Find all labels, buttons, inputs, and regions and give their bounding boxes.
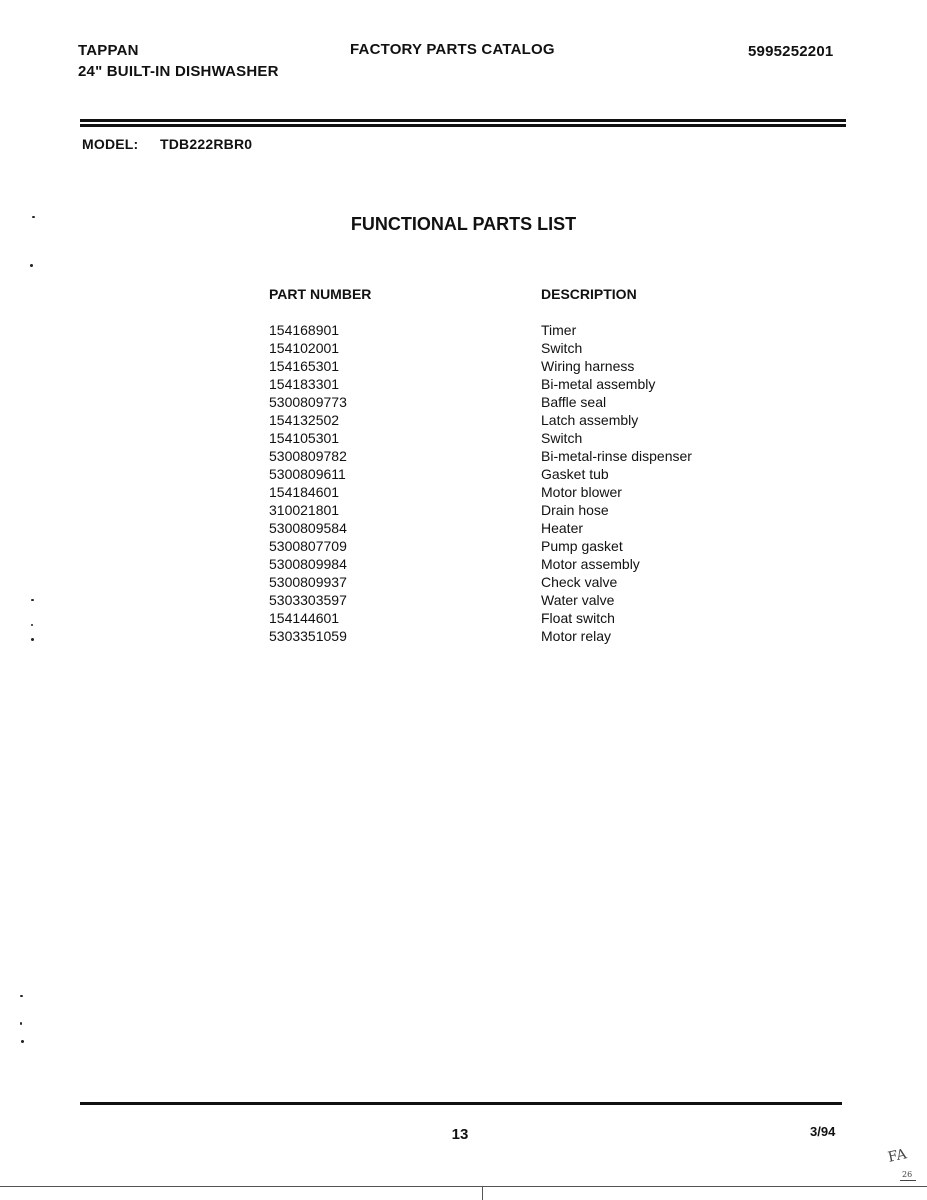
parts-row [269, 627, 749, 645]
part-description: Switch [541, 340, 583, 356]
catalog-number: 5995252201 [748, 43, 834, 60]
parts-row [269, 375, 749, 393]
part-description: Wiring harness [541, 358, 635, 374]
scan-speck [30, 264, 33, 267]
handwritten-initials: FA [886, 1146, 909, 1166]
part-description: Pump gasket [541, 538, 623, 554]
header-rule-top [80, 119, 846, 122]
part-description: Water valve [541, 592, 615, 608]
part-number: 5300809782 [269, 448, 347, 464]
part-number: 154165301 [269, 358, 340, 374]
scan-edge-line [0, 1186, 927, 1187]
column-header-part-number: PART NUMBER [269, 286, 372, 302]
brand-name: TAPPAN [78, 42, 139, 59]
page-number: 13 [451, 1126, 469, 1143]
part-number: 5303303597 [269, 592, 347, 608]
part-description: Motor assembly [541, 556, 640, 572]
part-number: 310021801 [269, 502, 340, 518]
part-description: Timer [541, 322, 577, 338]
model-value: TDB222RBR0 [160, 136, 253, 152]
footer-rule [80, 1102, 842, 1105]
parts-row [269, 321, 749, 339]
scan-speck [31, 624, 33, 626]
parts-row [269, 573, 749, 591]
parts-row [269, 447, 749, 465]
part-number: 154168901 [269, 322, 340, 338]
handwritten-underline [900, 1180, 916, 1181]
part-number: 154183301 [269, 376, 340, 392]
parts-list [269, 321, 749, 645]
scan-speck [21, 1040, 24, 1043]
part-number: 5300809584 [269, 520, 347, 536]
part-description: Latch assembly [541, 412, 639, 428]
parts-row [269, 339, 749, 357]
parts-row [269, 483, 749, 501]
parts-row [269, 429, 749, 447]
column-header-description: DESCRIPTION [541, 286, 637, 302]
model-label: MODEL: [82, 136, 139, 152]
parts-row [269, 501, 749, 519]
parts-row [269, 555, 749, 573]
parts-row [269, 537, 749, 555]
part-number: 5300809773 [269, 394, 347, 410]
part-description: Switch [541, 430, 583, 446]
scan-speck [20, 995, 23, 997]
parts-row [269, 519, 749, 537]
part-number: 5300809611 [269, 466, 346, 482]
part-number: 5300809984 [269, 556, 347, 572]
parts-row [269, 465, 749, 483]
part-description: Bi-metal-rinse dispenser [541, 448, 692, 464]
handwritten-note: 26 [902, 1170, 913, 1179]
parts-row [269, 591, 749, 609]
part-number: 154102001 [269, 340, 340, 356]
part-number: 154144601 [269, 610, 340, 626]
part-number: 5300807709 [269, 538, 347, 554]
parts-row [269, 393, 749, 411]
scan-speck [32, 216, 35, 218]
scan-speck [31, 599, 34, 601]
scan-edge-tick [482, 1186, 483, 1200]
part-description: Gasket tub [541, 466, 609, 482]
header-rule-bottom [80, 124, 846, 127]
parts-row [269, 609, 749, 627]
part-number: 154184601 [269, 484, 340, 500]
revision-date: 3/94 [810, 1124, 836, 1139]
part-description: Drain hose [541, 502, 609, 518]
parts-row [269, 357, 749, 375]
part-description: Check valve [541, 574, 618, 590]
scan-speck [31, 638, 34, 641]
part-number: 154132502 [269, 412, 340, 428]
page-title: FUNCTIONAL PARTS LIST [350, 214, 577, 234]
parts-row [269, 411, 749, 429]
part-description: Baffle seal [541, 394, 607, 410]
part-description: Motor relay [541, 628, 612, 644]
part-description: Bi-metal assembly [541, 376, 656, 392]
part-description: Heater [541, 520, 584, 536]
part-description: Motor blower [541, 484, 622, 500]
catalog-title: FACTORY PARTS CATALOG [350, 41, 555, 58]
product-name: 24" BUILT-IN DISHWASHER [78, 63, 279, 80]
part-description: Float switch [541, 610, 615, 626]
scan-speck [20, 1022, 22, 1025]
part-number: 154105301 [269, 430, 340, 446]
part-number: 5303351059 [269, 628, 347, 644]
part-number: 5300809937 [269, 574, 347, 590]
